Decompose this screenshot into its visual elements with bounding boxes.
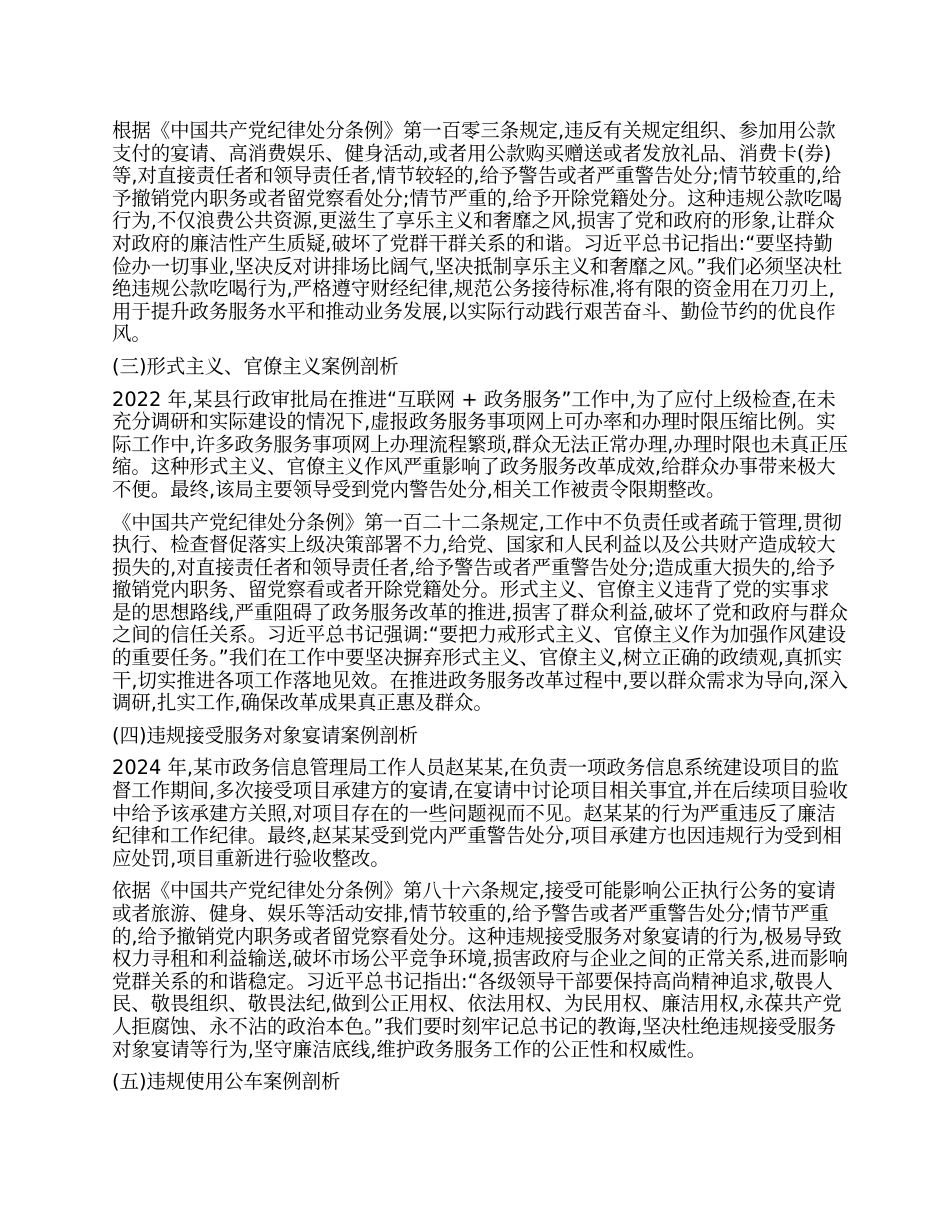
section-heading-5: (五)违规使用公车案例剖析 (112, 1070, 341, 1094)
section-heading-3: (三)形式主义、官僚主义案例剖析 (112, 354, 399, 378)
paragraph-regulation-103: 根据《中国共产党纪律处分条例》第一百零三条规定,违反有关规定组织、参加用公款支付的宴请、高消费娱乐、健身活动,或者用公款购买赠送或者发放礼品、消费卡(券)等,对直接责任者和领导责任者,情节较轻的,给予警告或者严重警告处分;情节较重的,给予撤销党内职务或者留党察看处分;情节严重的,给予开除党籍处分。这种违规公款吃喝行为,不仅浪费公共资源,更滋生了享乐主义和奢靡之风,损害了党和政府的形象,让群众对政府的廉洁性产生质疑,破坏了党群干群关系的和谐。习近平总书记指出:“要坚持勤俭办一切事业,坚决反对讲排场比阔气,坚决抵制享乐主义和奢靡之风。”我们必须坚决杜绝违规公款吃喝行为,严格遵守财经纪律,规范公务接待标准,将有限的资金用在刀刃上,用于提升政务服务水平和推动业务发展,以实际行动践行艰苦奋斗、勤俭节约的优良作风。 (112, 119, 843, 346)
paragraph-case-2022: 2022 年,某县行政审批局在推进“互联网 + 政务服务”工作中,为了应付上级检查,在未充分调研和实际建设的情况下,虚报政务服务事项网上可办率和办理时限压缩比例。实际工作中,许多政务服务事项网上办理流程繁琐,群众无法正常办理,办理时限也未真正压缩。这种形式主义、官僚主义作风严重影响了政务服务改革成效,给群众办事带来极大不便。最终,该局主要领导受到党内警告处分,相关工作被责令限期整改。 (112, 387, 848, 501)
paragraph-regulation-122: 《中国共产党纪律处分条例》第一百二十二条规定,工作中不负责任或者疏于管理,贯彻执行、检查督促落实上级决策部署不力,给党、国家和人民利益以及公共财产造成较大损失的,对直接责任者和领导责任者,给予警告或者严重警告处分;造成重大损失的,给予撤销党内职务、留党察看或者开除党籍处分。形式主义、官僚主义违背了党的实事求是的思想路线,严重阻碍了政务服务改革的推进,损害了群众利益,破坏了党和政府与群众之间的信任关系。习近平总书记强调:“要把力戒形式主义、官僚主义作为加强作风建设的重要任务。”我们在工作中要坚决摒弃形式主义、官僚主义,树立正确的政绩观,真抓实干,切实推进各项工作落地见效。在推进政务服务改革过程中,要以群众需求为导向,深入调研,扎实工作,确保改革成果真正惠及群众。 (112, 510, 848, 715)
document-body (112, 120, 848, 1104)
section-heading-4: (四)违规接受服务对象宴请案例剖析 (112, 723, 418, 747)
paragraph-regulation-86: 依据《中国共产党纪律处分条例》第八十六条规定,接受可能影响公正执行公务的宴请或者旅游、健身、娱乐等活动安排,情节较重的,给予警告或者严重警告处分;情节严重的,给予撤销党内职务或者留党察看处分。这种违规接受服务对象宴请的行为,极易导致权力寻租和利益输送,破坏市场公平竞争环境,损害政府与企业之间的正常关系,进而影响党群关系的和谐稳定。习近平总书记指出:“各级领导干部要保持高尚精神追求,敬畏人民、敬畏组织、敬畏法纪,做到公正用权、依法用权、为民用权、廉洁用权,永葆共产党人拒腐蚀、永不沾的政治本色。”我们要时刻牢记总书记的教诲,坚决杜绝违规接受服务对象宴请等行为,坚守廉洁底线,维护政务服务工作的公正性和权威性。 (112, 879, 848, 1061)
paragraph-case-2024: 2024 年,某市政务信息管理局工作人员赵某某,在负责一项政务信息系统建设项目的监督工作期间,多次接受项目承建方的宴请,在宴请中讨论项目相关事宜,并在后续项目验收中给予该承建方关照,对项目存在的一些问题视而不见。赵某某的行为严重违反了廉洁纪律和工作纪律。最终,赵某某受到党内严重警告处分,项目承建方也因违规行为受到相应处罚,项目重新进行验收整改。 (112, 756, 848, 870)
